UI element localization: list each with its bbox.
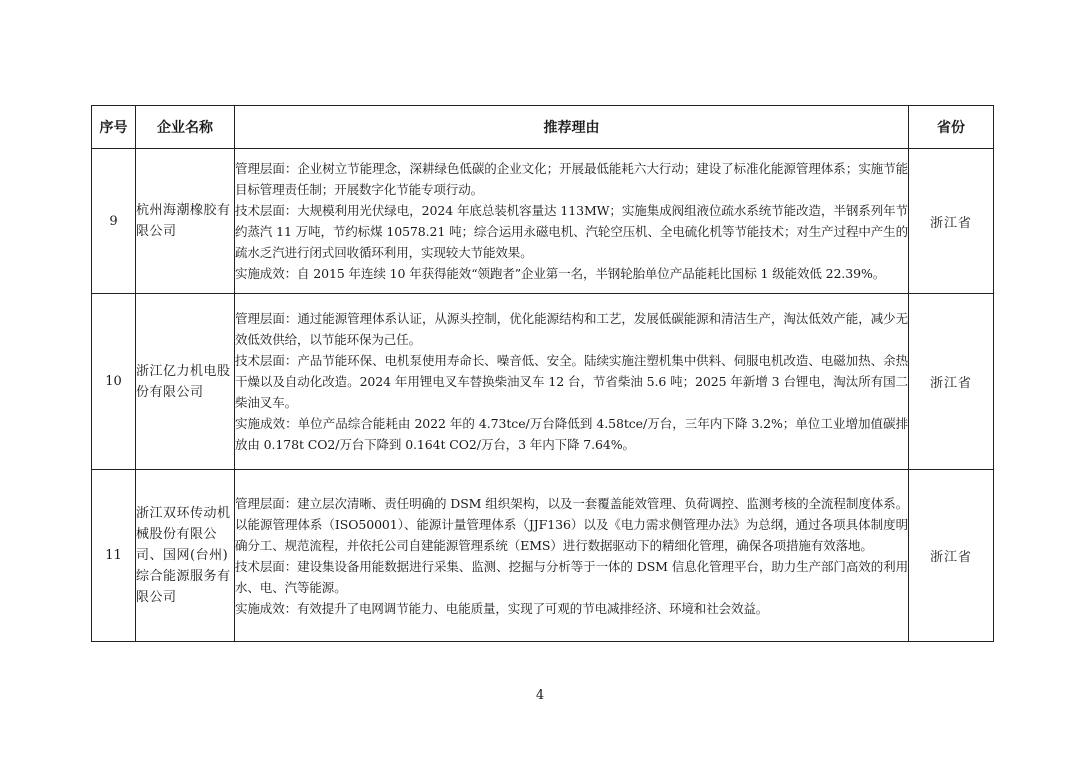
row-company: 浙江亿力机电股份有限公司 [136, 294, 235, 470]
table-row [92, 294, 994, 470]
reason-technology: 技术层面：产品节能环保、电机泵使用寿命长、噪音低、安全。陆续实施注塑机集中供料、伺服电机改造、电磁加热、余热干燥以及自动化改造。2024 年用锂电叉车替换柴油叉车 12 台，节省柴油 5.6 吨；2025 年新增 3 台锂电，淘汰所有国二柴油叉车。 [235, 353, 908, 410]
row-reason [235, 294, 909, 470]
recommendation-table [91, 105, 994, 642]
reason-results: 实施成效：有效提升了电网调节能力、电能质量，实现了可观的节电减排经济、环境和社会效益。 [235, 600, 769, 616]
reason-technology: 技术层面：建设集设备用能数据进行采集、监测、挖掘与分析等于一体的 DSM 信息化管理平台，助力生产部门高效的利用水、电、汽等能源。 [235, 558, 908, 595]
row-seq: 10 [92, 294, 136, 470]
row-province: 浙江省 [909, 294, 994, 470]
row-reason [235, 149, 909, 294]
page-number: 4 [535, 688, 545, 703]
row-reason [235, 470, 909, 642]
header-seq: 序号 [92, 106, 136, 149]
reason-technology: 技术层面：大规模利用光伏绿电，2024 年底总装机容量达 113MW；实施集成阀组液位疏水系统节能改造，半钢系列年节约蒸汽 11 万吨，节约标煤 10578.21 吨；综合运用永磁电机、汽轮空压机、全电硫化机等节能技术；对生产过程中产生的疏水乏汽进行闭式回收循环利用，实现较大节能效果。 [235, 203, 908, 260]
table-row [92, 149, 994, 294]
header-company: 企业名称 [136, 106, 235, 149]
table-header-row [92, 106, 994, 149]
row-province: 浙江省 [909, 470, 994, 642]
row-seq: 9 [92, 149, 136, 294]
reason-results: 实施成效：自 2015 年连续 10 年获得能效“领跑者”企业第一名，半钢轮胎单位产品能耗比国标 1 级能效低 22.39%。 [235, 266, 886, 281]
row-province: 浙江省 [909, 149, 994, 294]
table-row [92, 470, 994, 642]
row-company: 浙江双环传动机械股份有限公司、国网(台州)综合能源服务有限公司 [136, 470, 235, 642]
reason-results: 实施成效：单位产品综合能耗由 2022 年的 4.73tce/万台降低到 4.58tce/万台，三年内下降 3.2%；单位工业增加值碳排放由 0.178t CO2/万台下降到 0.164t CO2/万台，3 年内下降 7.64%。 [235, 416, 908, 452]
row-seq: 11 [92, 470, 136, 642]
reason-management: 管理层面：企业树立节能理念，深耕绿色低碳的企业文化；开展最低能耗六大行动；建设了标准化能源管理体系；实施节能目标管理责任制；开展数字化节能专项行动。 [235, 161, 908, 197]
header-reason: 推荐理由 [235, 106, 909, 149]
header-province: 省份 [909, 106, 994, 149]
row-company: 杭州海潮橡胶有限公司 [136, 149, 235, 294]
reason-management: 管理层面：通过能源管理体系认证，从源头控制，优化能源结构和工艺，发展低碳能源和清洁生产，淘汰低效产能，减少无效低效供给，以节能环保为己任。 [235, 311, 908, 347]
reason-management: 管理层面：建立层次清晰、责任明确的 DSM 组织架构，以及一套覆盖能效管理、负荷调控、监测考核的全流程制度体系。以能源管理体系（ISO50001）、能源计量管理体系（JJF136）以及《电力需求侧管理办法》为总纲，通过各项具体制度明确分工、规范流程，并依托公司自建能源管理系统（EMS）进行数据驱动下的精细化管理，确保各项措施有效落地。 [235, 495, 908, 553]
